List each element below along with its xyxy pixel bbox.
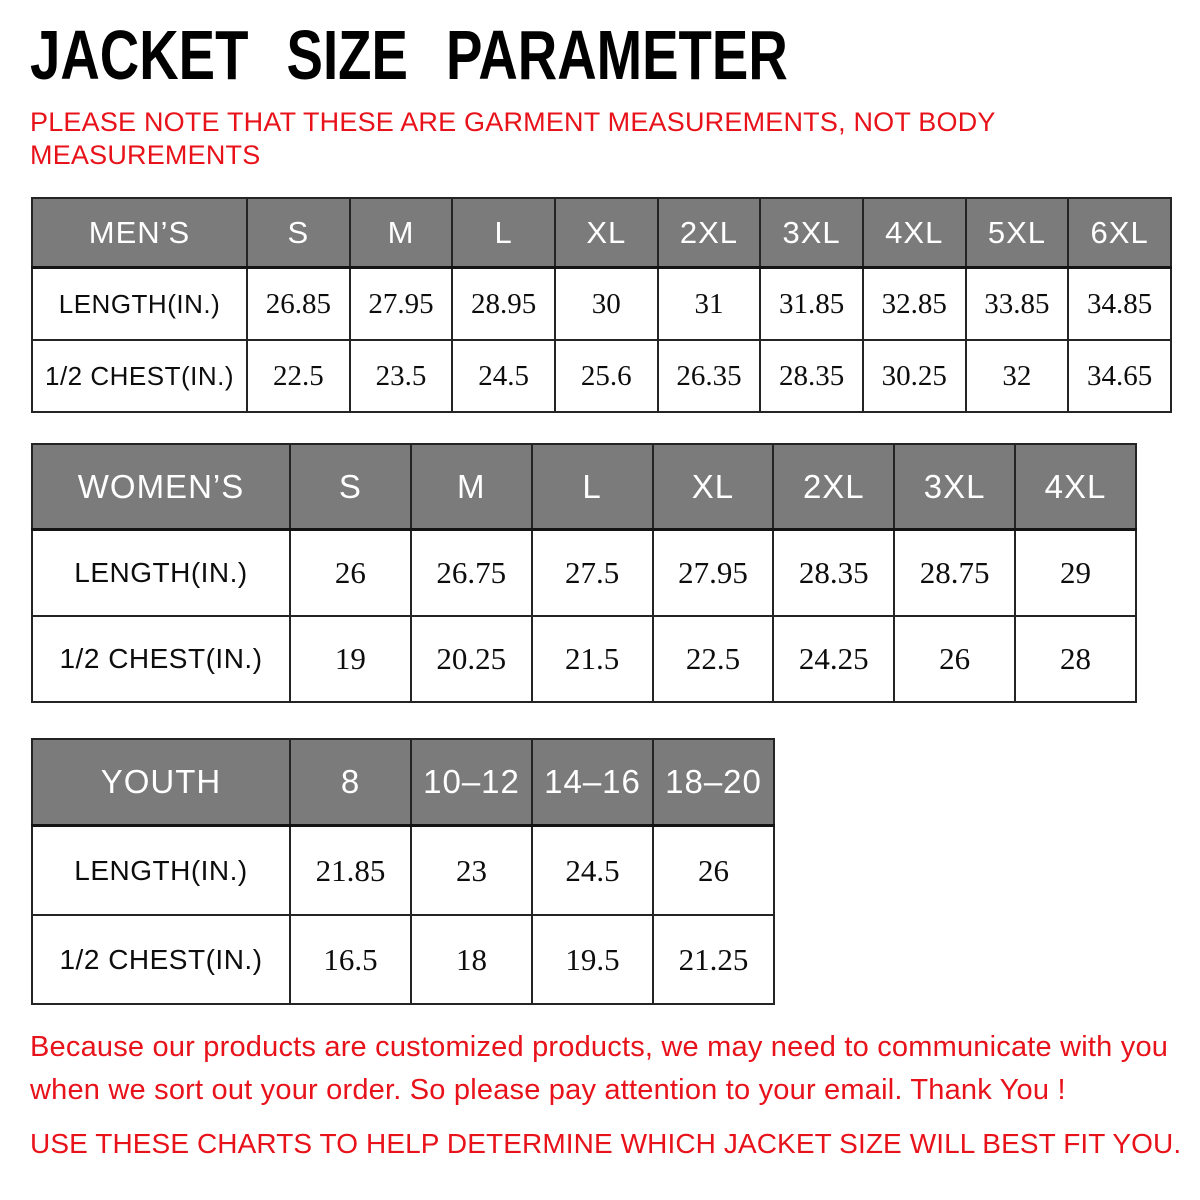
value-cell: 23.5 [350, 340, 453, 412]
value-cell: 31 [658, 268, 761, 341]
youth-size-table-wrapper [31, 738, 775, 1005]
value-cell: 33.85 [966, 268, 1069, 341]
value-cell: 28.95 [452, 268, 555, 341]
row-label-cell: LENGTH(IN.) [32, 268, 247, 341]
womens-size-table [31, 443, 1137, 703]
value-cell: 26 [894, 616, 1015, 702]
mens-header-cell: 6XL [1068, 198, 1171, 268]
value-cell: 32.85 [863, 268, 966, 341]
value-cell: 18 [411, 915, 532, 1004]
row-label-cell: 1/2 CHEST(IN.) [32, 340, 247, 412]
mens-size-table [31, 197, 1172, 413]
value-cell: 30 [555, 268, 658, 341]
value-cell: 20.25 [411, 616, 532, 702]
mens-header-cell: M [350, 198, 453, 268]
youth-size-table [31, 738, 775, 1005]
row-label-cell: LENGTH(IN.) [32, 826, 290, 916]
value-cell: 22.5 [247, 340, 350, 412]
mens-header-cell: 5XL [966, 198, 1069, 268]
mens-header-cell: MEN’S [32, 198, 247, 268]
value-cell: 26 [290, 530, 411, 617]
value-cell: 26.85 [247, 268, 350, 341]
youth-header-cell: 18–20 [653, 739, 774, 826]
value-cell: 21.5 [532, 616, 653, 702]
youth-header-cell: 14–16 [532, 739, 653, 826]
value-cell: 16.5 [290, 915, 411, 1004]
value-cell: 21.85 [290, 826, 411, 916]
womens-header-cell: M [411, 444, 532, 530]
youth-header-cell: 10–12 [411, 739, 532, 826]
paragraph-line-2: when we sort out your order. So please pay attention to your email. Thank You ! [30, 1074, 1066, 1106]
youth-header-cell: YOUTH [32, 739, 290, 826]
value-cell: 26.35 [658, 340, 761, 412]
mens-header-cell: 2XL [658, 198, 761, 268]
note-line-1: PLEASE NOTE THAT THESE ARE GARMENT MEASUREMENTS, NOT BODY [30, 107, 996, 137]
mens-header-cell: XL [555, 198, 658, 268]
value-cell: 28.75 [894, 530, 1015, 617]
value-cell: 28.35 [760, 340, 863, 412]
womens-header-cell: L [532, 444, 653, 530]
value-cell: 34.65 [1068, 340, 1171, 412]
mens-header-cell: L [452, 198, 555, 268]
value-cell: 22.5 [653, 616, 774, 702]
use-charts-note: USE THESE CHARTS TO HELP DETERMINE WHICH JACKET SIZE WILL BEST FIT YOU. [30, 1128, 1182, 1159]
mens-header-cell: 4XL [863, 198, 966, 268]
value-cell: 26.75 [411, 530, 532, 617]
value-cell: 34.85 [1068, 268, 1171, 341]
womens-header-cell: WOMEN’S [32, 444, 290, 530]
value-cell: 26 [653, 826, 774, 916]
youth-length-row [32, 826, 774, 916]
womens-size-table-wrapper [31, 443, 1137, 703]
value-cell: 28 [1015, 616, 1136, 702]
value-cell: 21.25 [653, 915, 774, 1004]
youth-header-cell: 8 [290, 739, 411, 826]
mens-header-cell: 3XL [760, 198, 863, 268]
youth-header-row [32, 739, 774, 826]
value-cell: 28.35 [773, 530, 894, 617]
womens-header-cell: XL [653, 444, 774, 530]
value-cell: 27.95 [350, 268, 453, 341]
mens-header-cell: S [247, 198, 350, 268]
row-label-cell: 1/2 CHEST(IN.) [32, 915, 290, 1004]
customized-products-note [30, 1026, 1168, 1112]
garment-measurement-note [30, 106, 996, 172]
value-cell: 27.95 [653, 530, 774, 617]
note-line-2: MEASUREMENTS [30, 140, 261, 170]
value-cell: 24.25 [773, 616, 894, 702]
row-label-cell: 1/2 CHEST(IN.) [32, 616, 290, 702]
value-cell: 19.5 [532, 915, 653, 1004]
value-cell: 30.25 [863, 340, 966, 412]
value-cell: 29 [1015, 530, 1136, 617]
mens-size-table-wrapper [31, 197, 1172, 413]
value-cell: 23 [411, 826, 532, 916]
value-cell: 24.5 [532, 826, 653, 916]
value-cell: 32 [966, 340, 1069, 412]
mens-length-row [32, 268, 1171, 341]
womens-length-row [32, 530, 1136, 617]
paragraph-line-1: Because our products are customized products, we may need to communicate with you [30, 1031, 1169, 1063]
womens-header-cell: 2XL [773, 444, 894, 530]
value-cell: 19 [290, 616, 411, 702]
youth-chest-row [32, 915, 774, 1004]
womens-header-row [32, 444, 1136, 530]
value-cell: 25.6 [555, 340, 658, 412]
mens-header-row [32, 198, 1171, 268]
mens-chest-row [32, 340, 1171, 412]
value-cell: 31.85 [760, 268, 863, 341]
womens-chest-row [32, 616, 1136, 702]
womens-header-cell: S [290, 444, 411, 530]
row-label-cell: LENGTH(IN.) [32, 530, 290, 617]
womens-header-cell: 3XL [894, 444, 1015, 530]
womens-header-cell: 4XL [1015, 444, 1136, 530]
value-cell: 24.5 [452, 340, 555, 412]
page-title: JACKET SIZE PARAMETER [30, 16, 788, 94]
value-cell: 27.5 [532, 530, 653, 617]
